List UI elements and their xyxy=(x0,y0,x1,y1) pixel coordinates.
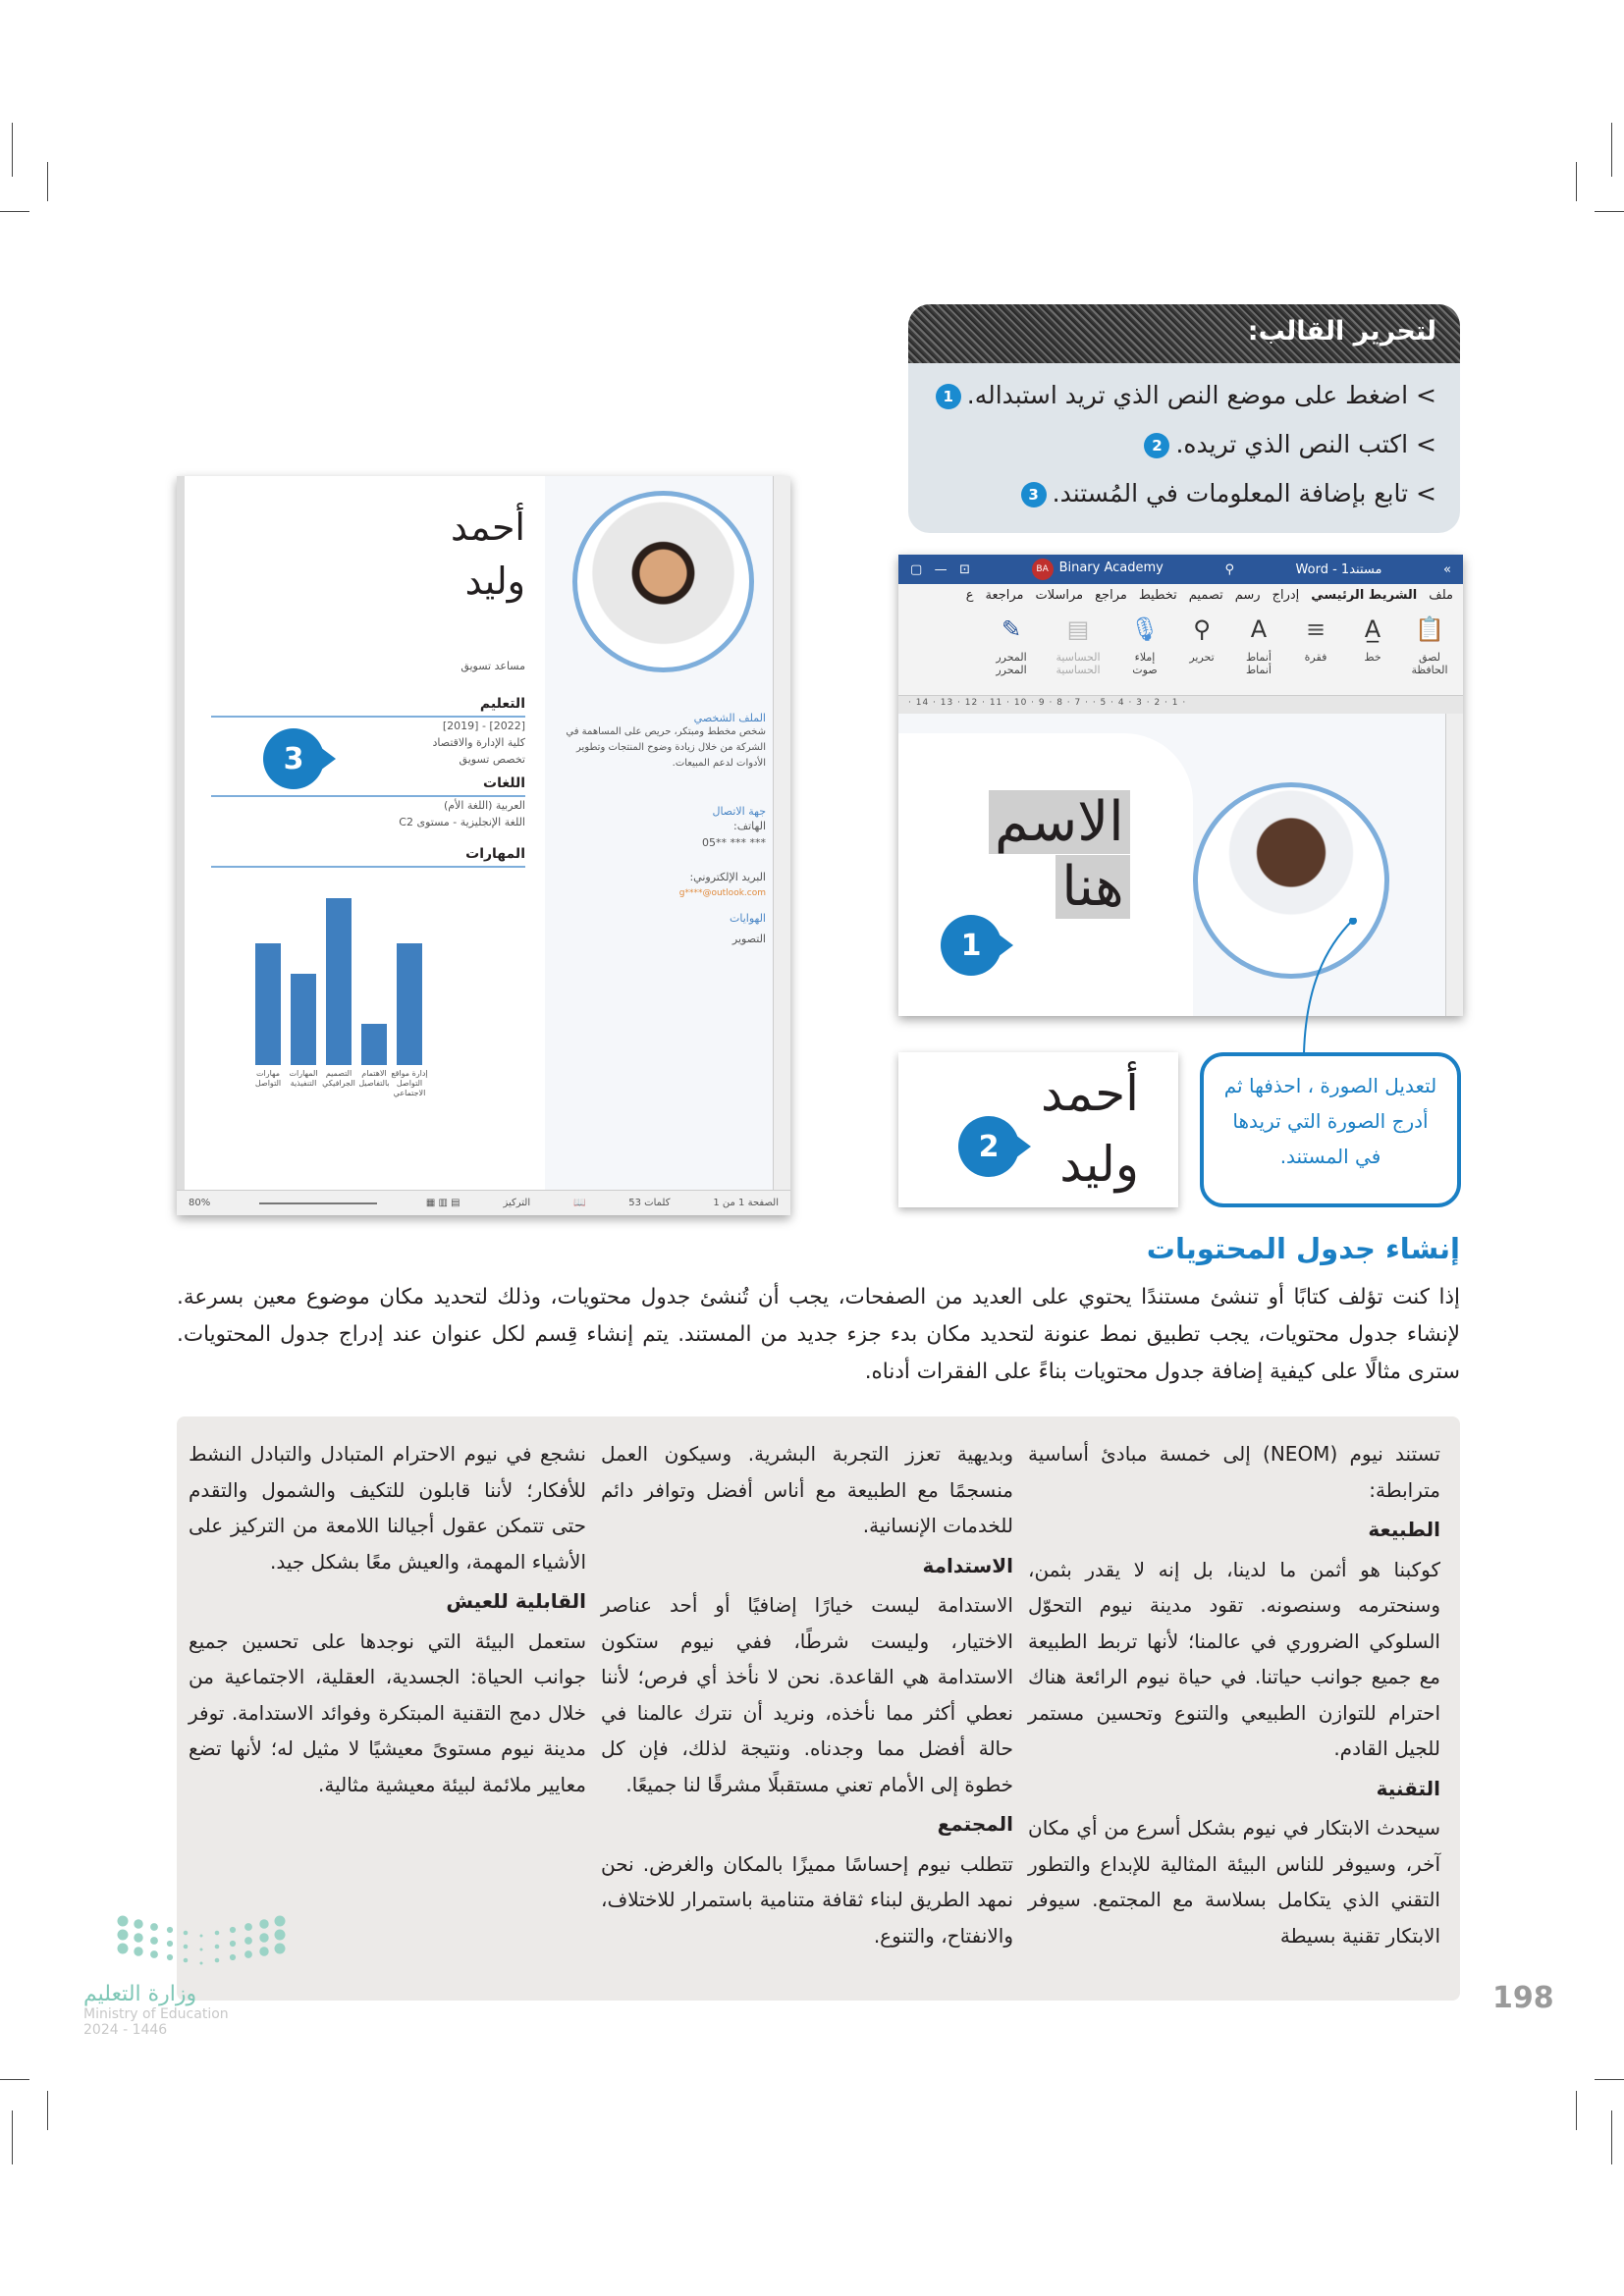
view-buttons[interactable]: ▦ ▥ ▤ xyxy=(425,1198,460,1208)
resume-main-column: مساعد تسويق التعليم [2022] - [2019] كلية الإدارة والاقتصاد تخصص تسويق اللغات العربية (اللغة الأم) اللغة الإنجليزية - مستوى C2 المهارات xyxy=(211,658,525,868)
crop-mark xyxy=(1595,2079,1624,2080)
chart-category-label: مهارات التواصل xyxy=(254,1069,282,1088)
word-count: 53 كلمات xyxy=(628,1198,671,1208)
vertical-ruler xyxy=(1445,714,1463,1016)
tab-more[interactable]: ع xyxy=(965,588,974,603)
callout-badge-3: 3 xyxy=(263,728,324,789)
word-title-bar xyxy=(898,555,1463,584)
languages-heading: اللغات xyxy=(211,775,525,797)
vertical-ruler xyxy=(773,476,790,1190)
tab-mailings[interactable]: مراسلات xyxy=(1035,588,1084,603)
crop-mark xyxy=(47,162,48,201)
chart-bar xyxy=(397,943,422,1065)
chart-category-label: الاهتمام بالتفاصيل xyxy=(358,1069,390,1088)
zoom-slider[interactable] xyxy=(259,1202,377,1204)
chart-bar xyxy=(291,974,316,1066)
instructions-box xyxy=(908,304,1460,533)
step-number-badge: 1 xyxy=(936,384,961,409)
crop-mark xyxy=(0,211,29,212)
tab-insert[interactable]: إدراج xyxy=(1272,588,1300,603)
resume-sidebar-content: الملف الشخصي شخص مخطط ومبتكر، حريص على المساهمة في الشركة من خلال زيادة وضوح المنتجات وتطوير الأدوات لدعم المبيعات. جهة الاتصال الهاتف: 05** *** *** البريد الإلكتروني: g****@outlook.com الهوايات التصوير xyxy=(566,712,766,945)
search-icon[interactable]: ⚲ xyxy=(1224,561,1234,577)
paragraph-icon: ≡ xyxy=(1305,615,1326,643)
sensitivity-icon: ▤ xyxy=(1066,615,1090,643)
tab-design[interactable]: تصميم xyxy=(1188,588,1223,603)
job-title: مساعد تسويق xyxy=(460,660,525,672)
name-placeholder[interactable]: الاسم هنا xyxy=(989,790,1130,920)
collapse-icon[interactable]: « xyxy=(1443,561,1451,577)
image-callout: لتعديل الصورة ، احذفها ثم أدرج الصورة التي تريدها في المستند. xyxy=(1200,1052,1461,1207)
styles-icon: A xyxy=(1250,615,1268,643)
page-count: الصفحة 1 من 1 xyxy=(713,1198,779,1208)
tab-review[interactable]: مراجعة xyxy=(985,588,1024,603)
logo-arabic: وزارة التعليم xyxy=(83,1982,197,2006)
font-button[interactable]: A̲ خط xyxy=(1353,615,1392,689)
chart-category-label: المهارات التنفيذية xyxy=(289,1069,318,1088)
status-bar xyxy=(177,1190,790,1215)
styles-button[interactable]: A أنماط أنماط xyxy=(1239,615,1278,689)
window-controls[interactable]: ▢ — ⊡ xyxy=(910,561,970,577)
chart-category-label: إدارة مواقع التواصل الاجتماعي xyxy=(391,1069,428,1097)
text-column-3: نشجع في نيوم الاحترام المتبادل والتبادل النشط للأفكار؛ لأننا قابلون للتكيف والشمول والتقدم حتى تتمكن عقول أجيالنا اللامعة من التركيز على الأشياء المهمة، والعيش معًا بشكل جيد. القابلية للعيش ستعمل البيئة التي نوجدها على تحسين جميع جوانب الحياة: الجسدية، العقلية، الاجتماعية من خلال دمج التقنية المبتكرة وفوائد الاستدامة. توفر مدينة نيوم مستوىً معيشيًا لا مثيل له؛ لأنها تضع معايير ملائمة لبيئة معيشية مثالية. xyxy=(189,1442,586,1796)
callout-badge-2: 2 xyxy=(958,1116,1019,1177)
paste-icon: 📋 xyxy=(1415,615,1444,643)
chart-category-label: التصميم الجرافيكي xyxy=(322,1069,355,1088)
last-name: وليد xyxy=(1059,1136,1139,1193)
instruction-step: > تابع بإضافة المعلومات في المُستند.3 xyxy=(932,469,1436,518)
skills-chart xyxy=(255,898,452,1119)
instruction-step: > اضغط على موضع النص الذي تريد استبداله.1 xyxy=(932,371,1436,420)
section-heading: إنشاء جدول المحتويات xyxy=(1146,1232,1460,1265)
crop-mark xyxy=(1611,123,1612,177)
crop-mark xyxy=(1595,211,1624,212)
zoom-level[interactable]: 80% xyxy=(189,1198,211,1208)
callout-connector-line xyxy=(1286,918,1365,1055)
logo-english: Ministry of Education xyxy=(83,2006,229,2022)
chart-bar xyxy=(326,898,352,1065)
text-column-2: وبديهية تعزز التجربة البشرية. وسيكون العمل منسجمًا مع الطبيعة مع أناس أفضل وتوافر دائم للخدمات الإنسانية. الاستدامة الاستدامة ليست خيارًا إضافيًا أو أحد عناصر الاختيار، وليست شرطًا، ففي نيوم ستكون الاستدامة هي القاعدة. نحن لا نأخذ أي فرص؛ لأننا نعطي أكثر مما نأخذه، ونريد أن نترك عالمنا في حالة أفضل مما وجدناه. ونتيجة لذلك، فإن كل خطوة إلى الأمام تعني مستقبلًا مشرقًا لنا جميعًا. المجتمع تتطلب نيوم إحساسًا مميزًا بالمكان والغرض. نحن نمهد الطريق لبناء ثقافة متنامية باستمرار للاختلاف، والانفتاح، والتنوع. xyxy=(601,1442,1013,1948)
crop-mark xyxy=(0,2079,29,2080)
profile-photo[interactable] xyxy=(572,491,754,672)
ruler[interactable]: · 14 · 13 · 12 · 11 · 10 · 9 · 8 · 7 · · 5 · 4 · 3 · 2 · 1 · xyxy=(898,696,1463,714)
paste-button[interactable]: 📋 لصق الحافظة xyxy=(1411,615,1448,676)
ministry-logo xyxy=(83,1909,329,2056)
text-column-1: تستند نيوم (NEOM) إلى خمسة مبادئ أساسية مترابطة: الطبيعة كوكبنا هو أثمن ما لدينا، بل إنه لا يقدر بثمن، وسنحترمه وسنصونه. تقود مدينة نيوم التحوّل السلوكي الضروري في عالمنا؛ لأنها تربط الطبيعة مع جميع جوانب حياتنا. في حياة نيوم الرائعة هناك احترام للتوازن الطبيعي والتنوع وتحسين مستمر للجيل القادم. التقنية سيحدث الابتكار في نيوم بشكل أسرع من أي مكان آخر، وسيوفر للناس البيئة المثالية للإبداع والتطور التقني الذي يتكامل بسلاسة مع المجتمع. سيوفر الابتكار تقنية بسيطة xyxy=(1028,1442,1440,1948)
example-text-box xyxy=(177,1416,1460,2001)
resume-name[interactable]: أحمد وليد xyxy=(451,506,525,603)
account[interactable]: BA Binary Academy xyxy=(1032,559,1164,580)
crop-mark xyxy=(1576,162,1577,201)
tab-references[interactable]: مراجع xyxy=(1095,588,1127,603)
tab-home[interactable]: الشريط الرئيسي xyxy=(1311,588,1418,603)
paragraph-button[interactable]: ≡ فقرة xyxy=(1296,615,1335,689)
tab-layout[interactable]: تخطيط xyxy=(1138,588,1177,603)
avatar: BA xyxy=(1032,559,1054,580)
read-mode-icon[interactable]: 📖 xyxy=(572,1198,586,1208)
section-paragraph: إذا كنت تؤلف كتابًا أو تنشئ مستندًا يحتوي على العديد من الصفحات، يجب أن تُنشئ جدول محتويات، وذلك لتحديد مكان موضوع معين بسرعة. لإنشاء جدول محتويات، يجب تطبيق نمط عنونة لتحديد مكان بدء جزء جديد من المستند. يتم إنشاء قِسم لكل عنوان عند إدراج جدول المحتويات. سترى مثالًا على كيفية إضافة جدول محتويات بناءً على الفقرات أدناه. xyxy=(177,1285,1460,1384)
chart-bar xyxy=(361,1024,387,1066)
typed-name-screenshot xyxy=(898,1052,1178,1207)
document-title: Word - مستند1 xyxy=(1295,561,1382,577)
tab-draw[interactable]: رسم xyxy=(1234,588,1261,603)
page-number: 198 xyxy=(1492,1981,1554,2015)
dictate-button[interactable]: 🎙 إملاء صوت xyxy=(1125,615,1164,689)
tab-file[interactable]: ملف xyxy=(1429,588,1453,603)
font-icon: A̲ xyxy=(1364,615,1381,643)
resume-screenshot xyxy=(177,476,790,1215)
crop-mark xyxy=(47,2091,48,2130)
chart-bar xyxy=(255,943,281,1065)
step-number-badge: 3 xyxy=(1021,482,1047,507)
sensitivity-button[interactable]: ▤ الحساسية الحساسية xyxy=(1049,615,1108,689)
editor-button[interactable]: ✎ المحرر المحرر xyxy=(992,615,1031,689)
crop-mark xyxy=(1611,2110,1612,2164)
instructions-title: لتحرير القالب: xyxy=(908,304,1460,363)
editor-icon: ✎ xyxy=(1001,615,1022,643)
microphone-icon: 🎙 xyxy=(1129,615,1161,643)
skills-heading: المهارات xyxy=(211,846,525,868)
crop-mark xyxy=(12,2110,13,2164)
ribbon-tabs xyxy=(898,584,1463,610)
logo-year: 2024 - 1446 xyxy=(83,2022,168,2038)
instruction-step: > اكتب النص الذي تريده.2 xyxy=(932,420,1436,469)
education-heading: التعليم xyxy=(211,696,525,718)
ribbon xyxy=(898,610,1463,696)
crop-mark xyxy=(1576,2091,1577,2130)
first-name: أحمد xyxy=(1041,1065,1139,1122)
callout-badge-1: 1 xyxy=(941,915,1001,976)
logo-dots-icon xyxy=(83,1909,329,1978)
search-icon: ⚲ xyxy=(1193,615,1211,643)
step-number-badge: 2 xyxy=(1144,433,1169,458)
focus-button[interactable]: التركيز xyxy=(503,1198,531,1208)
editing-button[interactable]: ⚲ تحرير xyxy=(1182,615,1221,689)
crop-mark xyxy=(12,123,13,177)
